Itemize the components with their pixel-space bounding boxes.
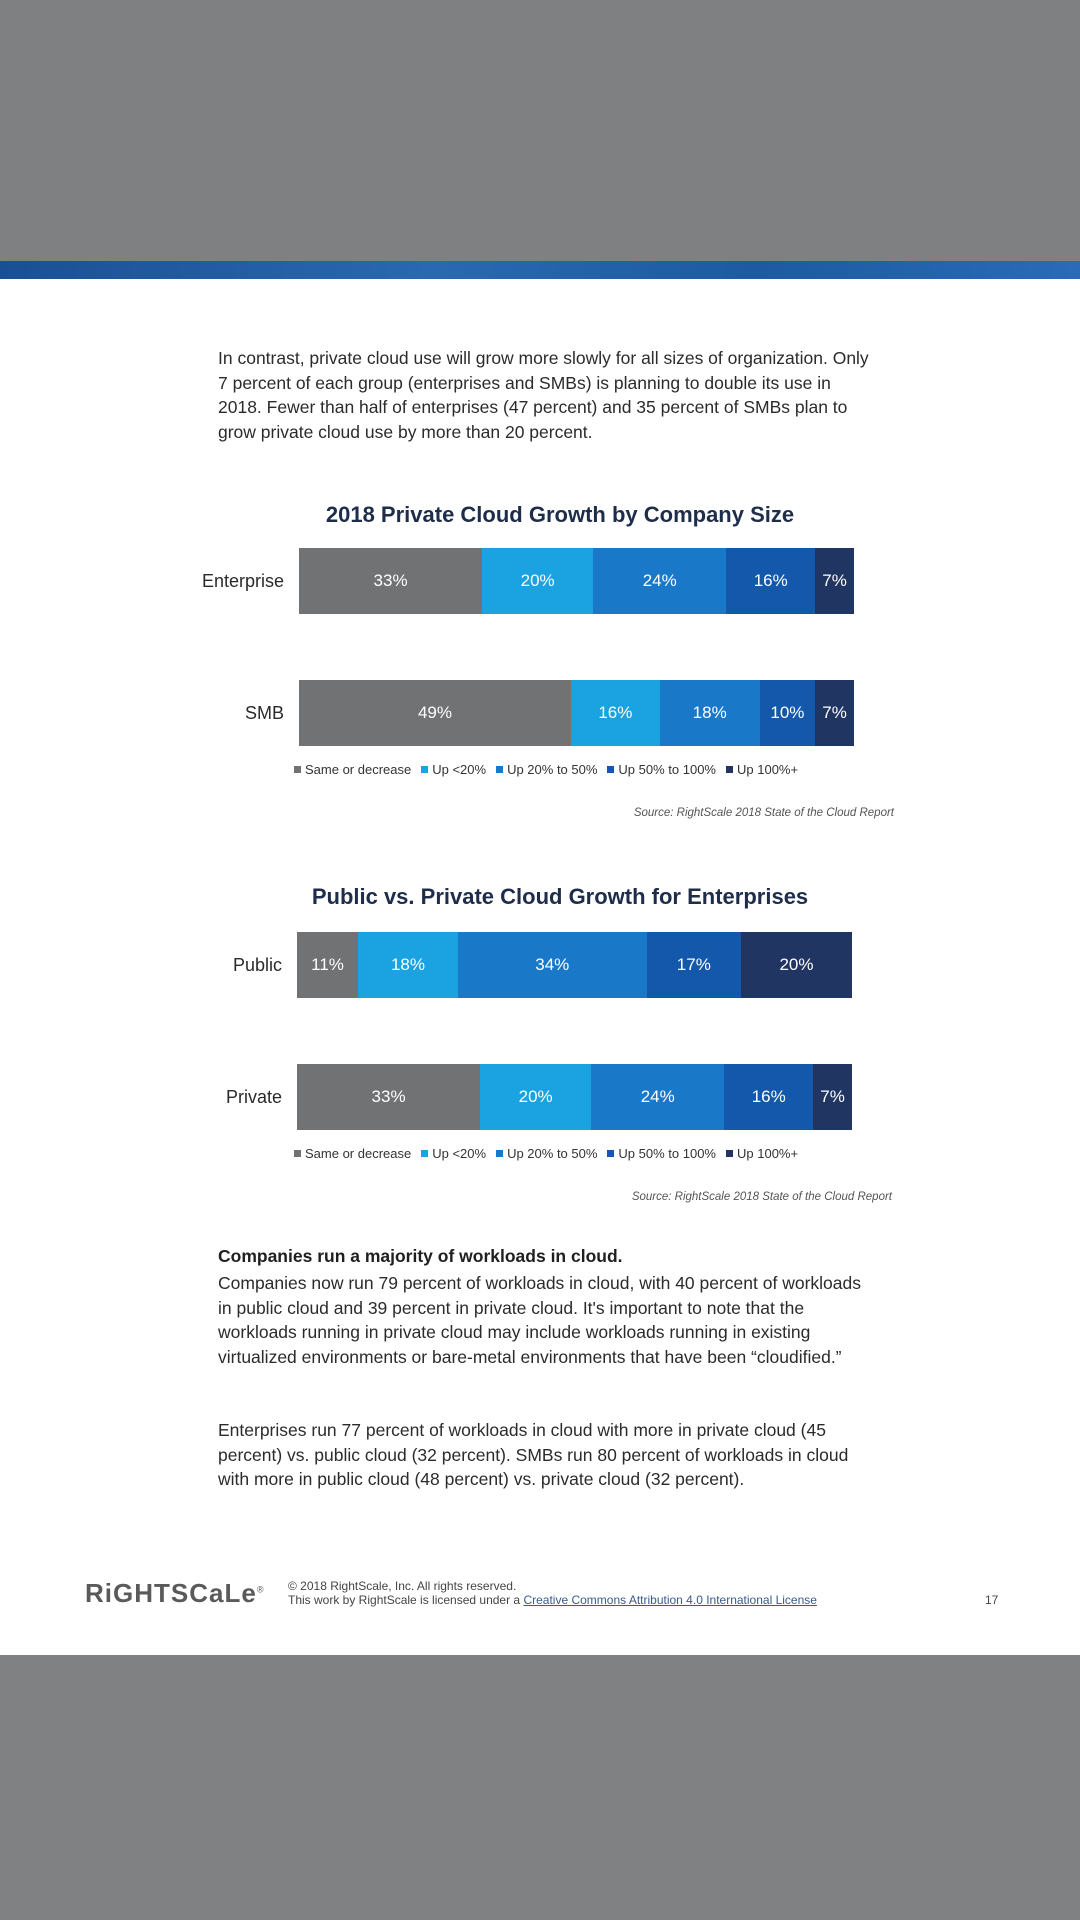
legend-label: Up <20% — [432, 762, 487, 777]
legend-label: Up 50% to 100% — [618, 762, 716, 777]
chart2-bar-public — [297, 932, 852, 998]
chart1-row-label-enterprise: Enterprise — [201, 571, 284, 591]
bar-segment-public-up-50-to-100: 17% — [647, 932, 741, 998]
bar-segment-smb-up-50-to-100: 10% — [760, 680, 816, 746]
viewer-background-top — [0, 0, 1080, 261]
viewer-background-bottom — [0, 1655, 1080, 1920]
license-link[interactable]: Creative Commons Attribution 4.0 International License — [523, 1593, 817, 1607]
legend-swatch — [294, 1150, 301, 1157]
legend-item-up-20-to-50 — [496, 1146, 597, 1161]
chart1-legend — [294, 762, 798, 777]
legend-label: Up 100%+ — [737, 1146, 799, 1161]
rightscale-logo — [85, 1578, 264, 1609]
logo-text: RiGHTSCaLe — [85, 1578, 257, 1608]
legend-label: Same or decrease — [305, 1146, 412, 1161]
chart2-bar-private — [297, 1064, 852, 1130]
footer-copyright-block — [288, 1579, 817, 1607]
chart2-title: Public vs. Private Cloud Growth for Enterprises — [311, 884, 809, 909]
header-color-band — [0, 261, 1080, 279]
chart2-row-label-public: Public — [232, 955, 282, 975]
logo-registered-mark: ® — [256, 1584, 265, 1595]
bar-segment-smb-up-100: 7% — [815, 680, 854, 746]
legend-item-up-50-to-100 — [607, 1146, 716, 1161]
bar-segment-smb-up-20-to-50: 18% — [660, 680, 760, 746]
legend-label: Up 100%+ — [737, 762, 799, 777]
chart1-bar-enterprise — [299, 548, 854, 614]
legend-label: Up <20% — [432, 1146, 487, 1161]
legend-label: Up 20% to 50% — [507, 762, 598, 777]
bar-segment-public-same-or-decrease: 11% — [297, 932, 358, 998]
chart2-legend — [294, 1146, 798, 1161]
bar-segment-smb-up-20: 16% — [571, 680, 660, 746]
chart2-source: Source: RightScale 2018 State of the Cloud Report — [631, 1191, 892, 1203]
legend-item-up-100 — [726, 762, 798, 777]
chart2-row-label-private: Private — [225, 1087, 282, 1107]
legend-swatch — [421, 1150, 428, 1157]
chart1-bar-smb — [299, 680, 854, 746]
bar-segment-private-up-100: 7% — [813, 1064, 852, 1130]
bar-segment-enterprise-up-50-to-100: 16% — [726, 548, 815, 614]
legend-swatch — [496, 1150, 503, 1157]
bar-segment-private-same-or-decrease: 33% — [297, 1064, 480, 1130]
intro-paragraph: In contrast, private cloud use will grow more slowly for all sizes of organization. Only 7 percent of each group (enterprises and SMBs) is planning to double its use in 2018. Fewer than half of enterprises (47 percent) and 35 percent of SMBs plan to grow private cloud use by more than 20 percent. — [218, 348, 869, 442]
bar-segment-enterprise-up-100: 7% — [815, 548, 854, 614]
bar-segment-smb-same-or-decrease: 49% — [299, 680, 571, 746]
bar-segment-private-up-20: 20% — [480, 1064, 591, 1130]
bar-segment-enterprise-up-20: 20% — [482, 548, 593, 614]
legend-swatch — [607, 766, 614, 773]
bar-segment-private-up-20-to-50: 24% — [591, 1064, 724, 1130]
page-number: 17 — [985, 1593, 999, 1607]
legend-item-up-50-to-100 — [607, 762, 716, 777]
legend-item-same-or-decrease — [294, 762, 411, 777]
legend-item-up-20 — [421, 1146, 486, 1161]
legend-swatch — [726, 1150, 733, 1157]
section-heading: Companies run a majority of workloads in cloud. — [218, 1246, 623, 1266]
paragraph-3: Enterprises run 77 percent of workloads in cloud with more in private cloud (45 percent) vs. public cloud (32 percent). SMBs run 80 percent of workloads in cloud with more in public cloud (48 percent) vs. private cloud (32 percent). — [218, 1420, 849, 1490]
legend-swatch — [726, 766, 733, 773]
legend-item-up-20-to-50 — [496, 762, 597, 777]
chart1-title: 2018 Private Cloud Growth by Company Size — [325, 502, 795, 527]
legend-item-up-100 — [726, 1146, 798, 1161]
paragraph-2: Companies now run 79 percent of workloads in cloud, with 40 percent of workloads in public cloud and 39 percent in private cloud. It's important to note that the workloads running in private cloud may include workloads running in existing virtualized environments or bare-metal environments that have been “cloudified.” — [218, 1273, 861, 1367]
legend-swatch — [421, 766, 428, 773]
bar-segment-enterprise-up-20-to-50: 24% — [593, 548, 726, 614]
legend-swatch — [607, 1150, 614, 1157]
legend-swatch — [294, 766, 301, 773]
chart1-row-label-smb: SMB — [244, 703, 284, 723]
bar-segment-private-up-50-to-100: 16% — [724, 1064, 813, 1130]
legend-item-up-20 — [421, 762, 486, 777]
bar-segment-public-up-20: 18% — [358, 932, 458, 998]
copyright-text: © 2018 RightScale, Inc. All rights reserved. — [288, 1579, 517, 1593]
chart1-source: Source: RightScale 2018 State of the Cloud Report — [633, 807, 894, 819]
license-prefix: This work by RightScale is licensed under a — [288, 1593, 524, 1607]
legend-label: Same or decrease — [305, 762, 412, 777]
legend-label: Up 50% to 100% — [618, 1146, 716, 1161]
legend-item-same-or-decrease — [294, 1146, 411, 1161]
license-line — [288, 1593, 817, 1607]
legend-swatch — [496, 766, 503, 773]
bar-segment-public-up-20-to-50: 34% — [458, 932, 647, 998]
bar-segment-public-up-100: 20% — [741, 932, 852, 998]
bar-segment-enterprise-same-or-decrease: 33% — [299, 548, 482, 614]
legend-label: Up 20% to 50% — [507, 1146, 598, 1161]
